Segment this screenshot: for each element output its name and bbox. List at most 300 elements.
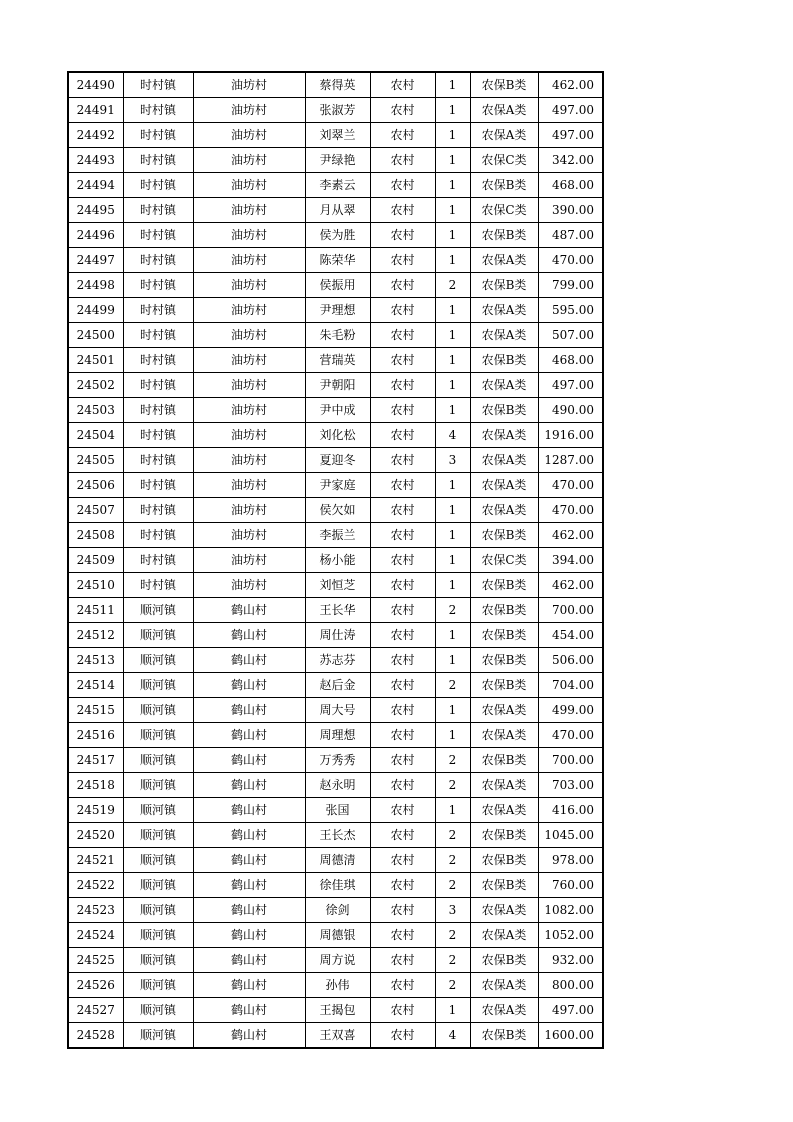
cell-village: 鹤山村 bbox=[193, 1023, 305, 1049]
cell-record-id: 24494 bbox=[68, 173, 123, 198]
table-row bbox=[68, 923, 603, 948]
cell-insurance-category: 农保A类 bbox=[470, 798, 538, 823]
records-table bbox=[67, 71, 604, 1049]
cell-town: 时村镇 bbox=[123, 198, 193, 223]
cell-household-type: 农村 bbox=[370, 548, 435, 573]
table-row bbox=[68, 523, 603, 548]
table-row bbox=[68, 798, 603, 823]
cell-record-id: 24498 bbox=[68, 273, 123, 298]
cell-amount: 497.00 bbox=[538, 373, 603, 398]
records-body bbox=[68, 72, 603, 1048]
cell-town: 顺河镇 bbox=[123, 823, 193, 848]
cell-insurance-category: 农保A类 bbox=[470, 373, 538, 398]
table-row bbox=[68, 98, 603, 123]
cell-village: 油坊村 bbox=[193, 398, 305, 423]
cell-town: 顺河镇 bbox=[123, 898, 193, 923]
cell-member-count: 2 bbox=[435, 948, 470, 973]
cell-person-name: 侯为胜 bbox=[305, 223, 370, 248]
cell-amount: 462.00 bbox=[538, 523, 603, 548]
cell-village: 鹤山村 bbox=[193, 698, 305, 723]
cell-household-type: 农村 bbox=[370, 348, 435, 373]
cell-village: 油坊村 bbox=[193, 523, 305, 548]
cell-amount: 454.00 bbox=[538, 623, 603, 648]
cell-member-count: 2 bbox=[435, 673, 470, 698]
cell-household-type: 农村 bbox=[370, 973, 435, 998]
cell-village: 鹤山村 bbox=[193, 998, 305, 1023]
cell-amount: 490.00 bbox=[538, 398, 603, 423]
cell-household-type: 农村 bbox=[370, 873, 435, 898]
table-row bbox=[68, 598, 603, 623]
cell-record-id: 24525 bbox=[68, 948, 123, 973]
cell-town: 顺河镇 bbox=[123, 723, 193, 748]
cell-insurance-category: 农保A类 bbox=[470, 323, 538, 348]
cell-village: 油坊村 bbox=[193, 273, 305, 298]
cell-town: 时村镇 bbox=[123, 573, 193, 598]
cell-record-id: 24495 bbox=[68, 198, 123, 223]
table-row bbox=[68, 398, 603, 423]
cell-household-type: 农村 bbox=[370, 473, 435, 498]
cell-member-count: 1 bbox=[435, 573, 470, 598]
cell-amount: 1045.00 bbox=[538, 823, 603, 848]
cell-amount: 462.00 bbox=[538, 72, 603, 98]
cell-insurance-category: 农保A类 bbox=[470, 898, 538, 923]
cell-town: 时村镇 bbox=[123, 72, 193, 98]
cell-insurance-category: 农保C类 bbox=[470, 548, 538, 573]
cell-household-type: 农村 bbox=[370, 398, 435, 423]
table-row bbox=[68, 723, 603, 748]
cell-village: 鹤山村 bbox=[193, 623, 305, 648]
cell-member-count: 2 bbox=[435, 773, 470, 798]
cell-member-count: 2 bbox=[435, 973, 470, 998]
cell-insurance-category: 农保B类 bbox=[470, 72, 538, 98]
cell-person-name: 王长杰 bbox=[305, 823, 370, 848]
cell-person-name: 孙伟 bbox=[305, 973, 370, 998]
cell-town: 顺河镇 bbox=[123, 998, 193, 1023]
cell-member-count: 2 bbox=[435, 823, 470, 848]
table-row bbox=[68, 973, 603, 998]
table-row bbox=[68, 948, 603, 973]
cell-record-id: 24497 bbox=[68, 248, 123, 273]
cell-village: 油坊村 bbox=[193, 173, 305, 198]
cell-village: 鹤山村 bbox=[193, 923, 305, 948]
cell-household-type: 农村 bbox=[370, 123, 435, 148]
cell-record-id: 24520 bbox=[68, 823, 123, 848]
cell-amount: 507.00 bbox=[538, 323, 603, 348]
table-row bbox=[68, 698, 603, 723]
cell-member-count: 1 bbox=[435, 148, 470, 173]
cell-town: 顺河镇 bbox=[123, 798, 193, 823]
cell-person-name: 尹中成 bbox=[305, 398, 370, 423]
cell-record-id: 24515 bbox=[68, 698, 123, 723]
cell-person-name: 李素云 bbox=[305, 173, 370, 198]
cell-member-count: 1 bbox=[435, 98, 470, 123]
cell-member-count: 1 bbox=[435, 473, 470, 498]
table-row bbox=[68, 373, 603, 398]
cell-insurance-category: 农保B类 bbox=[470, 823, 538, 848]
table-row bbox=[68, 1023, 603, 1049]
table-row bbox=[68, 423, 603, 448]
cell-amount: 703.00 bbox=[538, 773, 603, 798]
cell-insurance-category: 农保B类 bbox=[470, 573, 538, 598]
cell-household-type: 农村 bbox=[370, 72, 435, 98]
cell-member-count: 1 bbox=[435, 698, 470, 723]
cell-village: 油坊村 bbox=[193, 498, 305, 523]
cell-record-id: 24527 bbox=[68, 998, 123, 1023]
cell-insurance-category: 农保C类 bbox=[470, 198, 538, 223]
cell-amount: 932.00 bbox=[538, 948, 603, 973]
cell-amount: 978.00 bbox=[538, 848, 603, 873]
cell-household-type: 农村 bbox=[370, 573, 435, 598]
cell-town: 顺河镇 bbox=[123, 698, 193, 723]
cell-record-id: 24503 bbox=[68, 398, 123, 423]
cell-town: 时村镇 bbox=[123, 523, 193, 548]
cell-village: 鹤山村 bbox=[193, 598, 305, 623]
cell-village: 油坊村 bbox=[193, 298, 305, 323]
cell-village: 油坊村 bbox=[193, 323, 305, 348]
cell-person-name: 周方说 bbox=[305, 948, 370, 973]
cell-amount: 342.00 bbox=[538, 148, 603, 173]
cell-town: 时村镇 bbox=[123, 423, 193, 448]
cell-household-type: 农村 bbox=[370, 773, 435, 798]
cell-amount: 470.00 bbox=[538, 723, 603, 748]
cell-insurance-category: 农保A类 bbox=[470, 498, 538, 523]
cell-insurance-category: 农保A类 bbox=[470, 698, 538, 723]
cell-member-count: 2 bbox=[435, 598, 470, 623]
cell-amount: 497.00 bbox=[538, 98, 603, 123]
cell-household-type: 农村 bbox=[370, 848, 435, 873]
cell-person-name: 王揭包 bbox=[305, 998, 370, 1023]
table-row bbox=[68, 473, 603, 498]
cell-member-count: 1 bbox=[435, 298, 470, 323]
cell-amount: 470.00 bbox=[538, 248, 603, 273]
cell-member-count: 1 bbox=[435, 723, 470, 748]
cell-town: 顺河镇 bbox=[123, 923, 193, 948]
cell-amount: 487.00 bbox=[538, 223, 603, 248]
cell-insurance-category: 农保B类 bbox=[470, 648, 538, 673]
cell-household-type: 农村 bbox=[370, 448, 435, 473]
cell-person-name: 尹绿艳 bbox=[305, 148, 370, 173]
cell-insurance-category: 农保B类 bbox=[470, 273, 538, 298]
cell-household-type: 农村 bbox=[370, 998, 435, 1023]
cell-town: 顺河镇 bbox=[123, 648, 193, 673]
table-row bbox=[68, 198, 603, 223]
cell-member-count: 3 bbox=[435, 448, 470, 473]
cell-household-type: 农村 bbox=[370, 498, 435, 523]
cell-town: 时村镇 bbox=[123, 173, 193, 198]
table-row bbox=[68, 273, 603, 298]
cell-record-id: 24516 bbox=[68, 723, 123, 748]
cell-village: 油坊村 bbox=[193, 423, 305, 448]
table-row bbox=[68, 848, 603, 873]
cell-insurance-category: 农保A类 bbox=[470, 423, 538, 448]
cell-village: 油坊村 bbox=[193, 248, 305, 273]
cell-village: 油坊村 bbox=[193, 148, 305, 173]
cell-person-name: 张国 bbox=[305, 798, 370, 823]
cell-amount: 470.00 bbox=[538, 498, 603, 523]
cell-town: 时村镇 bbox=[123, 248, 193, 273]
table-row bbox=[68, 773, 603, 798]
cell-record-id: 24517 bbox=[68, 748, 123, 773]
table-row bbox=[68, 498, 603, 523]
cell-record-id: 24502 bbox=[68, 373, 123, 398]
cell-person-name: 周德银 bbox=[305, 923, 370, 948]
cell-record-id: 24506 bbox=[68, 473, 123, 498]
cell-amount: 1287.00 bbox=[538, 448, 603, 473]
cell-record-id: 24514 bbox=[68, 673, 123, 698]
cell-member-count: 1 bbox=[435, 523, 470, 548]
cell-person-name: 李振兰 bbox=[305, 523, 370, 548]
cell-village: 油坊村 bbox=[193, 373, 305, 398]
cell-household-type: 农村 bbox=[370, 373, 435, 398]
cell-insurance-category: 农保B类 bbox=[470, 223, 538, 248]
cell-member-count: 2 bbox=[435, 923, 470, 948]
cell-village: 鹤山村 bbox=[193, 798, 305, 823]
cell-member-count: 2 bbox=[435, 873, 470, 898]
cell-household-type: 农村 bbox=[370, 223, 435, 248]
cell-town: 顺河镇 bbox=[123, 748, 193, 773]
cell-village: 鹤山村 bbox=[193, 648, 305, 673]
cell-record-id: 24518 bbox=[68, 773, 123, 798]
cell-person-name: 刘翠兰 bbox=[305, 123, 370, 148]
cell-amount: 799.00 bbox=[538, 273, 603, 298]
cell-household-type: 农村 bbox=[370, 948, 435, 973]
cell-insurance-category: 农保B类 bbox=[470, 873, 538, 898]
table-row bbox=[68, 998, 603, 1023]
cell-person-name: 王长华 bbox=[305, 598, 370, 623]
cell-person-name: 周德清 bbox=[305, 848, 370, 873]
cell-household-type: 农村 bbox=[370, 98, 435, 123]
cell-town: 顺河镇 bbox=[123, 673, 193, 698]
cell-member-count: 2 bbox=[435, 848, 470, 873]
cell-village: 鹤山村 bbox=[193, 848, 305, 873]
cell-member-count: 1 bbox=[435, 198, 470, 223]
table-row bbox=[68, 298, 603, 323]
cell-village: 鹤山村 bbox=[193, 973, 305, 998]
cell-village: 油坊村 bbox=[193, 448, 305, 473]
cell-household-type: 农村 bbox=[370, 523, 435, 548]
cell-insurance-category: 农保B类 bbox=[470, 748, 538, 773]
cell-member-count: 3 bbox=[435, 898, 470, 923]
cell-person-name: 苏志芬 bbox=[305, 648, 370, 673]
cell-person-name: 侯欠如 bbox=[305, 498, 370, 523]
cell-household-type: 农村 bbox=[370, 273, 435, 298]
cell-member-count: 1 bbox=[435, 373, 470, 398]
cell-person-name: 尹理想 bbox=[305, 298, 370, 323]
table-row bbox=[68, 873, 603, 898]
cell-insurance-category: 农保A类 bbox=[470, 98, 538, 123]
cell-record-id: 24511 bbox=[68, 598, 123, 623]
cell-amount: 390.00 bbox=[538, 198, 603, 223]
cell-record-id: 24509 bbox=[68, 548, 123, 573]
table-row bbox=[68, 623, 603, 648]
cell-person-name: 月从翠 bbox=[305, 198, 370, 223]
table-row bbox=[68, 223, 603, 248]
cell-village: 鹤山村 bbox=[193, 873, 305, 898]
cell-amount: 1082.00 bbox=[538, 898, 603, 923]
cell-insurance-category: 农保A类 bbox=[470, 473, 538, 498]
cell-town: 顺河镇 bbox=[123, 773, 193, 798]
cell-insurance-category: 农保B类 bbox=[470, 598, 538, 623]
cell-person-name: 徐剑 bbox=[305, 898, 370, 923]
cell-member-count: 1 bbox=[435, 173, 470, 198]
cell-person-name: 赵永明 bbox=[305, 773, 370, 798]
cell-record-id: 24513 bbox=[68, 648, 123, 673]
cell-village: 油坊村 bbox=[193, 98, 305, 123]
cell-household-type: 农村 bbox=[370, 298, 435, 323]
cell-record-id: 24507 bbox=[68, 498, 123, 523]
cell-insurance-category: 农保B类 bbox=[470, 398, 538, 423]
cell-insurance-category: 农保B类 bbox=[470, 1023, 538, 1049]
cell-household-type: 农村 bbox=[370, 673, 435, 698]
cell-member-count: 4 bbox=[435, 1023, 470, 1049]
cell-person-name: 王双喜 bbox=[305, 1023, 370, 1049]
cell-household-type: 农村 bbox=[370, 648, 435, 673]
cell-household-type: 农村 bbox=[370, 623, 435, 648]
cell-person-name: 刘恒芝 bbox=[305, 573, 370, 598]
cell-town: 时村镇 bbox=[123, 548, 193, 573]
cell-insurance-category: 农保A类 bbox=[470, 248, 538, 273]
cell-person-name: 夏迎冬 bbox=[305, 448, 370, 473]
table-row bbox=[68, 898, 603, 923]
cell-record-id: 24526 bbox=[68, 973, 123, 998]
cell-town: 时村镇 bbox=[123, 498, 193, 523]
cell-person-name: 蔡得英 bbox=[305, 72, 370, 98]
cell-amount: 468.00 bbox=[538, 173, 603, 198]
cell-record-id: 24523 bbox=[68, 898, 123, 923]
table-row bbox=[68, 123, 603, 148]
cell-member-count: 1 bbox=[435, 323, 470, 348]
cell-person-name: 朱毛粉 bbox=[305, 323, 370, 348]
cell-amount: 394.00 bbox=[538, 548, 603, 573]
cell-household-type: 农村 bbox=[370, 323, 435, 348]
cell-insurance-category: 农保C类 bbox=[470, 148, 538, 173]
cell-town: 时村镇 bbox=[123, 448, 193, 473]
cell-amount: 462.00 bbox=[538, 573, 603, 598]
cell-record-id: 24499 bbox=[68, 298, 123, 323]
cell-record-id: 24492 bbox=[68, 123, 123, 148]
cell-record-id: 24500 bbox=[68, 323, 123, 348]
cell-household-type: 农村 bbox=[370, 248, 435, 273]
cell-person-name: 尹朝阳 bbox=[305, 373, 370, 398]
cell-person-name: 万秀秀 bbox=[305, 748, 370, 773]
cell-member-count: 2 bbox=[435, 748, 470, 773]
cell-amount: 800.00 bbox=[538, 973, 603, 998]
cell-person-name: 周仕涛 bbox=[305, 623, 370, 648]
cell-member-count: 1 bbox=[435, 623, 470, 648]
cell-record-id: 24528 bbox=[68, 1023, 123, 1049]
table-row bbox=[68, 248, 603, 273]
cell-town: 顺河镇 bbox=[123, 948, 193, 973]
cell-insurance-category: 农保A类 bbox=[470, 998, 538, 1023]
cell-town: 时村镇 bbox=[123, 223, 193, 248]
cell-household-type: 农村 bbox=[370, 723, 435, 748]
cell-insurance-category: 农保A类 bbox=[470, 923, 538, 948]
cell-village: 鹤山村 bbox=[193, 823, 305, 848]
cell-member-count: 1 bbox=[435, 648, 470, 673]
cell-town: 时村镇 bbox=[123, 348, 193, 373]
cell-town: 时村镇 bbox=[123, 273, 193, 298]
cell-record-id: 24508 bbox=[68, 523, 123, 548]
cell-amount: 470.00 bbox=[538, 473, 603, 498]
cell-member-count: 1 bbox=[435, 798, 470, 823]
cell-member-count: 1 bbox=[435, 123, 470, 148]
cell-insurance-category: 农保A类 bbox=[470, 448, 538, 473]
cell-village: 油坊村 bbox=[193, 348, 305, 373]
cell-record-id: 24521 bbox=[68, 848, 123, 873]
cell-person-name: 陈荣华 bbox=[305, 248, 370, 273]
cell-town: 时村镇 bbox=[123, 98, 193, 123]
cell-person-name: 徐佳琪 bbox=[305, 873, 370, 898]
cell-amount: 704.00 bbox=[538, 673, 603, 698]
cell-member-count: 1 bbox=[435, 223, 470, 248]
cell-village: 鹤山村 bbox=[193, 898, 305, 923]
cell-amount: 499.00 bbox=[538, 698, 603, 723]
cell-member-count: 1 bbox=[435, 498, 470, 523]
table-row bbox=[68, 748, 603, 773]
cell-record-id: 24522 bbox=[68, 873, 123, 898]
cell-town: 顺河镇 bbox=[123, 848, 193, 873]
cell-household-type: 农村 bbox=[370, 598, 435, 623]
cell-village: 油坊村 bbox=[193, 123, 305, 148]
cell-record-id: 24490 bbox=[68, 72, 123, 98]
cell-insurance-category: 农保B类 bbox=[470, 948, 538, 973]
table-row bbox=[68, 148, 603, 173]
cell-town: 顺河镇 bbox=[123, 623, 193, 648]
cell-person-name: 营瑞英 bbox=[305, 348, 370, 373]
cell-town: 时村镇 bbox=[123, 373, 193, 398]
cell-amount: 1052.00 bbox=[538, 923, 603, 948]
cell-record-id: 24493 bbox=[68, 148, 123, 173]
cell-village: 鹤山村 bbox=[193, 773, 305, 798]
cell-person-name: 张淑芳 bbox=[305, 98, 370, 123]
cell-amount: 416.00 bbox=[538, 798, 603, 823]
cell-record-id: 24504 bbox=[68, 423, 123, 448]
cell-insurance-category: 农保A类 bbox=[470, 298, 538, 323]
cell-town: 顺河镇 bbox=[123, 1023, 193, 1049]
cell-member-count: 1 bbox=[435, 248, 470, 273]
table-row bbox=[68, 348, 603, 373]
cell-household-type: 农村 bbox=[370, 823, 435, 848]
cell-insurance-category: 农保B类 bbox=[470, 173, 538, 198]
cell-household-type: 农村 bbox=[370, 1023, 435, 1049]
cell-amount: 506.00 bbox=[538, 648, 603, 673]
cell-insurance-category: 农保B类 bbox=[470, 623, 538, 648]
cell-amount: 700.00 bbox=[538, 748, 603, 773]
cell-amount: 1916.00 bbox=[538, 423, 603, 448]
cell-record-id: 24501 bbox=[68, 348, 123, 373]
cell-record-id: 24524 bbox=[68, 923, 123, 948]
cell-insurance-category: 农保B类 bbox=[470, 848, 538, 873]
table-row bbox=[68, 448, 603, 473]
cell-person-name: 赵后金 bbox=[305, 673, 370, 698]
cell-town: 顺河镇 bbox=[123, 973, 193, 998]
cell-village: 油坊村 bbox=[193, 72, 305, 98]
cell-household-type: 农村 bbox=[370, 798, 435, 823]
cell-person-name: 尹家庭 bbox=[305, 473, 370, 498]
cell-insurance-category: 农保A类 bbox=[470, 123, 538, 148]
cell-amount: 595.00 bbox=[538, 298, 603, 323]
cell-person-name: 周理想 bbox=[305, 723, 370, 748]
table-row bbox=[68, 673, 603, 698]
cell-person-name: 周大号 bbox=[305, 698, 370, 723]
cell-household-type: 农村 bbox=[370, 698, 435, 723]
cell-record-id: 24510 bbox=[68, 573, 123, 598]
cell-amount: 497.00 bbox=[538, 998, 603, 1023]
table-row bbox=[68, 573, 603, 598]
cell-member-count: 1 bbox=[435, 998, 470, 1023]
cell-amount: 700.00 bbox=[538, 598, 603, 623]
cell-amount: 1600.00 bbox=[538, 1023, 603, 1049]
